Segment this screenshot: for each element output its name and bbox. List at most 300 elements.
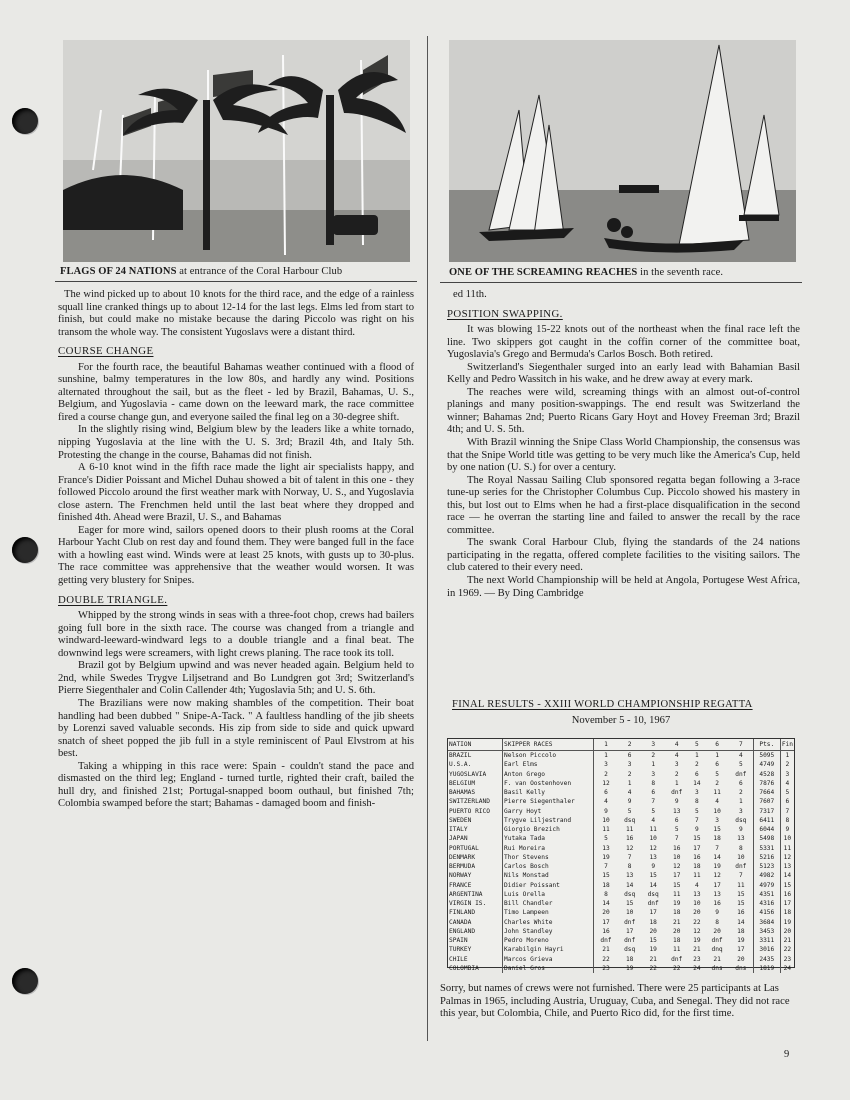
table-cell: 19 bbox=[713, 863, 721, 870]
table-cell: 21 bbox=[693, 946, 701, 954]
table-row bbox=[448, 936, 794, 945]
table-cell: 12 bbox=[672, 863, 681, 870]
paragraph: Brazil got by Belgium upwind and was never headed again. Belgium held to 2nd, while Swedes Trygve Liljsetrand and Bo Lundgren got 3rd; Switzerland's Pierre Siegenthaler and Colin Callender 4th; Yugoslavia 5th; and U. S. 6th. bbox=[58, 660, 414, 697]
table-cell: 11 bbox=[649, 826, 657, 833]
table-row bbox=[448, 770, 794, 779]
table-cell: 4 bbox=[604, 798, 608, 806]
table-cell: 14 bbox=[649, 881, 657, 889]
table-cell: 4528 bbox=[753, 770, 780, 779]
table-cell: 12 bbox=[780, 853, 794, 862]
table-cell: 4316 bbox=[753, 899, 780, 908]
paragraph: The wind picked up to about 10 knots for the third race, and the edge of a rainless squall line cranked things up to about 12-14 for the last legs. Elms led from start to finish, but could make no mistake because the daring Piccolo was right on his transom the whole way. The consistent Yugoslavs were a distant third. bbox=[58, 289, 414, 338]
table-cell: 6 bbox=[674, 816, 679, 824]
column-header: 1 bbox=[594, 739, 618, 751]
table-cell: 19 bbox=[649, 946, 657, 954]
table-row bbox=[448, 751, 794, 761]
table-cell: 15 bbox=[693, 835, 701, 843]
table-cell: 15 bbox=[649, 872, 657, 880]
table-cell: 3 bbox=[627, 761, 632, 769]
section-heading: POSITION SWAPPING. bbox=[447, 307, 563, 320]
table-cell: 18 bbox=[780, 908, 794, 917]
table-cell: dnf bbox=[711, 937, 723, 944]
table-cell: 17 bbox=[737, 946, 745, 954]
table-cell: 5 bbox=[627, 807, 632, 815]
section-heading: COURSE CHANGE bbox=[58, 345, 154, 358]
table-cell: 12 bbox=[602, 779, 610, 787]
table-cell: 1 bbox=[674, 779, 679, 787]
table-cell: 20 bbox=[693, 909, 701, 917]
table-cell: 19 bbox=[693, 937, 701, 944]
table-cell: 2 bbox=[674, 770, 679, 778]
table-cell: TURKEY bbox=[448, 945, 503, 954]
table-cell: 6 bbox=[604, 789, 608, 796]
table-cell: 13 bbox=[602, 844, 610, 852]
table-cell: 5 bbox=[738, 761, 743, 769]
table-cell: 16 bbox=[737, 909, 745, 917]
table-cell: 2 bbox=[604, 770, 608, 778]
table-cell: 8 bbox=[780, 816, 794, 825]
table-cell: 18 bbox=[672, 909, 681, 917]
table-cell: 11 bbox=[672, 890, 681, 898]
paragraph: Whipped by the strong winds in seas with a three-foot chop, crews had bailers going full bore in the sixth race. The course was changed from a triangle and windward-leeward-windward legs to a double triangle and a final beat. The downwind legs were screamers, with light crews planing. The race took its toll. bbox=[58, 610, 414, 659]
table-cell: Basil Kelly bbox=[503, 788, 594, 797]
table-cell: 10 bbox=[672, 853, 681, 861]
table-cell: Earl Elms bbox=[503, 760, 594, 769]
table-cell: 9 bbox=[604, 807, 608, 815]
flags-photo bbox=[63, 40, 410, 262]
table-cell: 11 bbox=[625, 826, 634, 833]
table-cell: 10 bbox=[649, 835, 657, 843]
column-header: 4 bbox=[665, 739, 689, 751]
column-header: 7 bbox=[729, 739, 753, 751]
paragraph: Switzerland's Siegenthaler surged into an early lead with Bahamian Basil Kelly and Pedro Wassitch in his wake, and he drew away at every mark. bbox=[447, 361, 800, 386]
table-cell: 20 bbox=[780, 927, 794, 936]
sailboats-photo-caption bbox=[449, 267, 802, 278]
table-cell: 9 bbox=[780, 825, 794, 834]
table-cell: dnf bbox=[624, 937, 636, 944]
table-cell: 12 bbox=[693, 927, 701, 935]
caption-rest: at entrance of the Coral Harbour Club bbox=[176, 266, 343, 277]
table-cell: dnq bbox=[711, 946, 723, 954]
table-cell: 15 bbox=[780, 881, 794, 890]
table-row bbox=[448, 825, 794, 834]
table-cell: dnf bbox=[647, 900, 659, 907]
table-cell: 20 bbox=[713, 927, 721, 935]
table-cell: COLOMBIA bbox=[448, 964, 503, 973]
paragraph: The swank Coral Harbour Club, flying the standards of the 24 nations participating in the regatta, offered complete facilities to the visiting sailors. The club catered to their every need. bbox=[447, 537, 800, 574]
table-cell: 11 bbox=[780, 844, 794, 853]
table-cell: 5331 bbox=[753, 844, 780, 853]
table-cell: 1 bbox=[780, 751, 794, 761]
table-cell: 3 bbox=[604, 761, 608, 769]
table-row bbox=[448, 964, 794, 973]
table-cell: ARGENTINA bbox=[448, 890, 503, 899]
table-cell: dnf bbox=[735, 770, 747, 778]
table-cell: 13 bbox=[713, 890, 721, 898]
table-cell: BERMUDA bbox=[448, 862, 503, 871]
table-cell: 20 bbox=[602, 909, 610, 917]
table-row bbox=[448, 853, 794, 862]
table-cell: 17 bbox=[780, 899, 794, 908]
table-cell: 14 bbox=[602, 900, 610, 907]
table-cell: 4 bbox=[627, 789, 632, 796]
table-cell: 5 bbox=[674, 826, 679, 833]
table-cell: 15 bbox=[737, 890, 745, 898]
flags-photo-caption bbox=[60, 266, 420, 277]
table-cell: 10 bbox=[693, 900, 701, 907]
table-row bbox=[448, 807, 794, 816]
table-cell: 11 bbox=[693, 872, 701, 880]
table-cell: 1819 bbox=[753, 964, 780, 973]
table-cell: 8 bbox=[715, 918, 719, 926]
sailboats-photo bbox=[449, 40, 796, 262]
column-header: SKIPPER RACES bbox=[503, 739, 594, 751]
table-cell: SPAIN bbox=[448, 936, 503, 945]
table-cell: 24 bbox=[693, 964, 701, 972]
table-cell: 16 bbox=[693, 853, 701, 861]
table-cell: 19 bbox=[672, 900, 681, 907]
table-cell: Rui Moreira bbox=[503, 844, 594, 853]
table-cell: 10 bbox=[737, 853, 745, 861]
table-cell: John Standley bbox=[503, 927, 594, 936]
table-cell: Pierre Siegenthaler bbox=[503, 797, 594, 806]
table-cell: 19 bbox=[625, 964, 634, 972]
table-row bbox=[448, 844, 794, 853]
paragraph: Taking a whipping in this race were: Spain - couldn't stand the pace and dismasted on the third leg; England - turned turtle, righted their craft, bailed the hull dry, and finished 21st; Portugal-snapped boom outhaul, but finished 7th; Colombia swamped before the start; Bahamas - damaged boom and finish- bbox=[58, 760, 414, 810]
table-cell: 9 bbox=[738, 826, 743, 833]
table-cell: 3 bbox=[695, 789, 699, 796]
table-cell: 9 bbox=[651, 863, 656, 870]
column-header: Fin bbox=[780, 739, 794, 751]
paragraph: The Royal Nassau Sailing Club sponsored regatta began following a 3-race tune-up series for the Christopher Columbus Cup. Piccolo showed his mastery in this, but lost out to Elms when he had a first-place disqualification in the second race — he overran the starting line and failed to answer the recall by the race committee. bbox=[447, 474, 800, 536]
table-cell: 15 bbox=[672, 881, 681, 889]
table-cell: 4749 bbox=[753, 760, 780, 769]
table-cell: SWITZERLAND bbox=[448, 797, 503, 806]
table-cell: 21 bbox=[649, 955, 657, 963]
paragraph: The Brazilians were now making shambles of the competition. Their boat handling had been dubbed " Snipe-A-Tack. " A faultless handling of the jib sheets by Lorenzi saved valuable seconds. His zip from side to side and quick upward snatch of sheet popped the jib full in a style reminiscent of Paul Elvstrom at his best. bbox=[58, 697, 414, 760]
table-row bbox=[448, 890, 794, 899]
caption-lead: FLAGS OF 24 NATIONS bbox=[60, 266, 177, 277]
table-cell: JAPAN bbox=[448, 834, 503, 843]
table-cell: PUERTO RICO bbox=[448, 807, 503, 816]
table-cell: 5498 bbox=[753, 834, 780, 843]
table-cell: 4 bbox=[674, 752, 679, 759]
table-cell: 5123 bbox=[753, 862, 780, 871]
table-cell: 22 bbox=[672, 964, 681, 972]
paragraph: A 6-10 knot wind in the fifth race made the light air specialists happy, and France's Didier Poissant and Michel Duhau showed a bit of talent in this one - they followed Piccolo around the first weather mark with Norway, U. S., and Yugoslavia close astern. The Frenchmen held until the last beat where they dropped and finished 4th. Ahead were Brazil, U. S., and Bahamas bbox=[58, 462, 414, 524]
table-cell: 4 bbox=[695, 881, 699, 889]
table-cell: 20 bbox=[672, 927, 681, 935]
table-cell: YUGOSLAVIA bbox=[448, 770, 503, 779]
table-cell: 21 bbox=[780, 936, 794, 945]
table-cell: 22 bbox=[649, 964, 657, 972]
table-row bbox=[448, 862, 794, 871]
table-cell: Charles White bbox=[503, 918, 594, 927]
table-cell: 23 bbox=[693, 955, 701, 963]
table-cell: BAHAMAS bbox=[448, 788, 503, 797]
table-cell: 17 bbox=[625, 927, 634, 935]
table-cell: 4979 bbox=[753, 881, 780, 890]
table-cell: dsq bbox=[735, 816, 747, 824]
table-cell: 3453 bbox=[753, 927, 780, 936]
table-row bbox=[448, 955, 794, 964]
table-cell: 3 bbox=[651, 770, 656, 778]
paragraph: In the slightly rising wind, Belgium blew by the leaders like a white tornado, nipping Yugoslavia at the line with the U. S. 3rd; Brazil 4th, and Italy 5th. Protesting the change in the course, Bahamas did not finish. bbox=[58, 424, 414, 461]
table-cell: CANADA bbox=[448, 918, 503, 927]
table-cell: 22 bbox=[780, 945, 794, 954]
table-row bbox=[448, 816, 794, 825]
results-header-row bbox=[448, 739, 794, 751]
table-cell: 2 bbox=[738, 789, 743, 796]
table-cell: 3016 bbox=[753, 945, 780, 954]
table-cell: 8 bbox=[695, 798, 699, 806]
table-cell: 7 bbox=[674, 835, 679, 843]
table-cell: 6 bbox=[738, 779, 743, 787]
table-cell: 18 bbox=[672, 937, 681, 944]
table-cell: 5 bbox=[695, 807, 699, 815]
table-cell: dns bbox=[711, 964, 723, 972]
table-cell: ITALY bbox=[448, 825, 503, 834]
table-cell: 12 bbox=[649, 844, 657, 852]
table-cell: 16 bbox=[672, 844, 681, 852]
table-row bbox=[448, 881, 794, 890]
table-cell: F. van Oostenhoven bbox=[503, 779, 594, 788]
table-cell: 17 bbox=[693, 844, 701, 852]
column-header: NATION bbox=[448, 739, 503, 751]
table-cell: Daniel Gros bbox=[503, 964, 594, 973]
table-cell: Nelson Piccolo bbox=[503, 751, 594, 761]
table-cell: 9 bbox=[627, 798, 632, 806]
column-header: 5 bbox=[688, 739, 705, 751]
table-cell: 10 bbox=[713, 807, 721, 815]
table-cell: 2 bbox=[627, 770, 632, 778]
table-cell: 4156 bbox=[753, 908, 780, 917]
footer-note: Sorry, but names of crews were not furnished. There were 25 participants at Las Palmas in 1965, including Austria, Uruguay, Cuba, and Senegal. They did not race this year, but Colombia, Chile, and Puerto Rico did, for the first time. bbox=[440, 983, 790, 1019]
paragraph: With Brazil winning the Snipe Class World Championship, the consensus was that the Snipe World title was getting to be very much like the America's Cup, held by one nation (U. S.) for over a century. bbox=[447, 437, 800, 474]
table-cell: dsq bbox=[624, 816, 636, 824]
table-cell: Giorgio Brezich bbox=[503, 825, 594, 834]
paragraph: It was blowing 15-22 knots out of the northeast when the final race left the line. Two skippers got caught in the coffin corner of the committee boat, Yugoslavia's Grego and Bermuda's Carlos Bosch. Both retired. bbox=[447, 324, 800, 361]
table-cell: 15 bbox=[602, 872, 610, 880]
table-cell: 17 bbox=[713, 881, 721, 889]
table-cell: 4 bbox=[651, 816, 656, 824]
table-cell: Garry Hoyt bbox=[503, 807, 594, 816]
table-cell: dnf bbox=[600, 937, 612, 944]
table-cell: 11 bbox=[737, 881, 745, 889]
table-cell: 24 bbox=[780, 964, 794, 973]
table-cell: 3 bbox=[780, 770, 794, 779]
table-row bbox=[448, 899, 794, 908]
table-cell: 10 bbox=[625, 909, 634, 917]
table-cell: 21 bbox=[672, 918, 681, 926]
binder-hole-middle bbox=[12, 537, 38, 563]
table-cell: VIRGIN IS. bbox=[448, 899, 503, 908]
table-cell: 15 bbox=[737, 900, 745, 907]
table-cell: 9 bbox=[674, 798, 679, 806]
table-cell: 7876 bbox=[753, 779, 780, 788]
table-cell: Thor Stevens bbox=[503, 853, 594, 862]
table-cell: dnf bbox=[671, 789, 683, 796]
table-cell: Carlos Bosch bbox=[503, 862, 594, 871]
table-cell: 5 bbox=[604, 835, 608, 843]
table-cell: 14 bbox=[780, 871, 794, 880]
table-cell: 7 bbox=[604, 863, 608, 870]
table-cell: 1 bbox=[604, 752, 608, 759]
table-cell: 9 bbox=[695, 826, 699, 833]
table-cell: 6 bbox=[627, 752, 632, 759]
table-cell: 3 bbox=[715, 816, 719, 824]
table-cell: BELGIUM bbox=[448, 779, 503, 788]
table-cell: 7 bbox=[651, 798, 656, 806]
results-title: FINAL RESULTS - XXIII WORLD CHAMPIONSHIP REGATTA bbox=[452, 699, 753, 710]
table-cell: 16 bbox=[602, 927, 610, 935]
table-cell: 5 bbox=[780, 788, 794, 797]
table-cell: 18 bbox=[649, 918, 657, 926]
table-cell: 6 bbox=[715, 761, 719, 769]
table-cell: 7 bbox=[627, 853, 632, 861]
paragraph: The next World Championship will be held at Angola, Portugese West Africa, in 1969. — By Ding Cambridge bbox=[447, 575, 800, 599]
table-cell: Luis Orella bbox=[503, 890, 594, 899]
table-cell: Karabilgin Hayri bbox=[503, 945, 594, 954]
table-cell: 7 bbox=[738, 872, 743, 880]
table-cell: dnf bbox=[735, 863, 747, 870]
table-cell: 21 bbox=[713, 955, 721, 963]
table-cell: CHILE bbox=[448, 955, 503, 964]
table-cell: 6411 bbox=[753, 816, 780, 825]
table-cell: FRANCE bbox=[448, 881, 503, 890]
column-header: 3 bbox=[641, 739, 665, 751]
table-row bbox=[448, 788, 794, 797]
table-cell: 15 bbox=[625, 900, 634, 907]
table-cell: 15 bbox=[649, 937, 657, 944]
table-cell: 13 bbox=[649, 853, 657, 861]
table-cell: 7317 bbox=[753, 807, 780, 816]
table-cell: 13 bbox=[737, 835, 745, 843]
column-divider bbox=[427, 36, 428, 1041]
table-cell: 17 bbox=[602, 918, 610, 926]
table-cell: 3 bbox=[738, 807, 743, 815]
table-cell: 22 bbox=[602, 955, 610, 963]
table-cell: 13 bbox=[625, 872, 634, 880]
table-cell: 1 bbox=[651, 761, 656, 769]
table-cell: 16 bbox=[713, 900, 721, 907]
table-cell: 20 bbox=[649, 927, 657, 935]
table-cell: DENMARK bbox=[448, 853, 503, 862]
table-cell: 18 bbox=[713, 835, 721, 843]
table-cell: Pedro Moreno bbox=[503, 936, 594, 945]
table-cell: 18 bbox=[602, 881, 610, 889]
caption-rule-right bbox=[440, 282, 802, 283]
table-cell: 3311 bbox=[753, 936, 780, 945]
table-cell: NORWAY bbox=[448, 871, 503, 880]
table-cell: Anton Grego bbox=[503, 770, 594, 779]
table-row bbox=[448, 760, 794, 769]
table-cell: 16 bbox=[625, 835, 634, 843]
table-cell: 9 bbox=[715, 909, 719, 917]
table-cell: 7664 bbox=[753, 788, 780, 797]
table-cell: 3684 bbox=[753, 918, 780, 927]
table-cell: 14 bbox=[625, 881, 634, 889]
results-table-box bbox=[447, 738, 795, 972]
table-cell: 7 bbox=[780, 807, 794, 816]
column-header: 6 bbox=[705, 739, 729, 751]
table-cell: 10 bbox=[602, 816, 610, 824]
table-cell: 19 bbox=[737, 937, 745, 944]
table-cell: 11 bbox=[672, 946, 681, 954]
table-cell: 19 bbox=[602, 853, 610, 861]
table-cell: 20 bbox=[737, 955, 745, 963]
left-article-column bbox=[58, 289, 414, 811]
column-header: Pts. bbox=[753, 739, 780, 751]
table-cell: dnf bbox=[624, 918, 636, 926]
table-cell: Trygve Liljestrand bbox=[503, 816, 594, 825]
table-cell: 13 bbox=[693, 890, 701, 898]
table-cell: 5095 bbox=[753, 751, 780, 761]
paragraph: ed 11th. bbox=[453, 289, 487, 300]
table-row bbox=[448, 797, 794, 806]
paragraph: The reaches were wild, screaming things with an almost out-of-control planings and many position-swappings. The end result was Switzerland the winner; Bahamas 2nd; Puerto Ricans Gary Hoyt and Hovey Freeman 3rd; Brazil 4th; and U. S. 5th. bbox=[447, 386, 800, 436]
table-cell: dns bbox=[735, 964, 747, 972]
table-cell: BRAZIL bbox=[448, 751, 503, 761]
table-row bbox=[448, 918, 794, 927]
column-header: 2 bbox=[618, 739, 642, 751]
table-cell: 22 bbox=[693, 918, 701, 926]
table-cell: 2 bbox=[651, 752, 656, 759]
binder-hole-top bbox=[12, 108, 38, 134]
table-cell: 6 bbox=[780, 797, 794, 806]
table-cell: 2 bbox=[715, 779, 719, 787]
table-cell: 2 bbox=[780, 760, 794, 769]
table-cell: 13 bbox=[672, 807, 681, 815]
table-cell: 4 bbox=[715, 798, 719, 806]
table-cell: 18 bbox=[693, 863, 701, 870]
table-row bbox=[448, 779, 794, 788]
table-cell: 3 bbox=[674, 761, 679, 769]
table-cell: FINLAND bbox=[448, 908, 503, 917]
paragraph: For the fourth race, the beautiful Bahamas weather continued with a flood of sunshine, balmy temperatures in the low 80s, and hardly any wind. Positions alternated throughout the sail, but as the fleet - led by Brazil, Bahamas, U. S., Belgium, and Yugoslavia - came down on the leeward mark, the race committee fired a course change gun, and everyone sailed the final leg on a 30-degree shift. bbox=[58, 361, 414, 423]
table-cell: 2 bbox=[695, 761, 699, 769]
table-cell: 6 bbox=[651, 789, 656, 796]
table-cell: 4 bbox=[780, 779, 794, 788]
table-cell: 1 bbox=[695, 752, 699, 759]
table-cell: 14 bbox=[693, 779, 701, 787]
table-cell: 23 bbox=[602, 964, 610, 972]
table-cell: 23 bbox=[780, 955, 794, 964]
table-cell: Didier Poissant bbox=[503, 881, 594, 890]
table-cell: 7 bbox=[695, 816, 699, 824]
table-cell: SWEDEN bbox=[448, 816, 503, 825]
table-row bbox=[448, 908, 794, 917]
table-cell: dsq bbox=[647, 890, 659, 898]
table-cell: 5 bbox=[651, 807, 656, 815]
table-cell: 6044 bbox=[753, 825, 780, 834]
table-cell: 15 bbox=[713, 826, 721, 833]
table-cell: 10 bbox=[780, 834, 794, 843]
table-cell: 4 bbox=[738, 752, 743, 759]
table-cell: 17 bbox=[672, 872, 681, 880]
table-cell: 4982 bbox=[753, 871, 780, 880]
table-cell: Timo Lampeen bbox=[503, 908, 594, 917]
table-cell: ENGLAND bbox=[448, 927, 503, 936]
table-cell: Marcos Grieva bbox=[503, 955, 594, 964]
table-cell: 1 bbox=[715, 752, 719, 759]
table-cell: 8 bbox=[651, 779, 656, 787]
table-cell: 7 bbox=[715, 844, 719, 852]
table-cell: Yutaka Tada bbox=[503, 834, 594, 843]
table-cell: 18 bbox=[625, 955, 634, 963]
table-cell: dsq bbox=[624, 946, 636, 954]
caption-lead: ONE OF THE SCREAMING REACHES bbox=[449, 267, 638, 278]
